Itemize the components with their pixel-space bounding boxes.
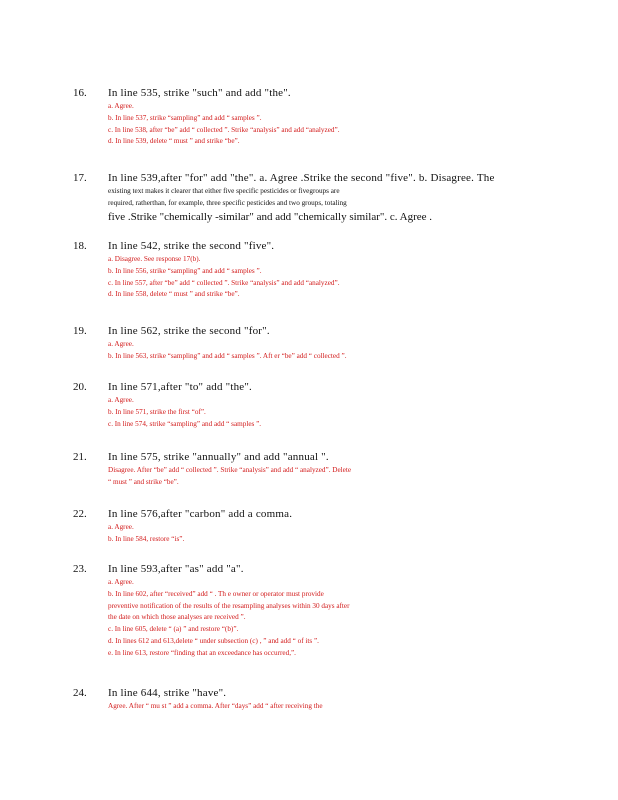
item-instruction: In line 576,after "carbon" add a comma.: [108, 508, 293, 520]
response-line: preventive notification of the results of the resampling analyses within 30 days after: [108, 601, 350, 610]
response-line: Disagree. After “be” add “ collected ”. Strike “analysis” and add “ analyzed”. Delete: [108, 466, 352, 474]
response-line: b. In line 537, strike “sampling” and add “ samples ”.: [108, 113, 262, 122]
item-number: 16.: [73, 87, 87, 99]
item-instruction: In line 571,after "to" add "the".: [108, 381, 252, 393]
response-line: b. In line 602, after “received” add “ . Th e owner or operator must provide: [108, 589, 324, 598]
response-line: the date on which those analyses are received ”.: [108, 613, 246, 622]
response-line: d. In lines 612 and 613,delete “ under subsection (c) , ” and add “ of its ”.: [108, 636, 319, 645]
response-line: b. In line 571, strike the first “of”.: [108, 407, 206, 416]
item-continuation: [108, 186, 540, 224]
item-instruction: In line 593,after "as" add "a".: [108, 563, 244, 575]
item-number: 17.: [73, 172, 87, 184]
response-line: “ must ” and strike “be”.: [108, 477, 179, 486]
response-line: a. Agree.: [108, 102, 134, 110]
continuation-line: five .Strike "chemically -similar" and add "chemically similar". c. Agree .: [108, 210, 433, 223]
response-line: a. Agree.: [108, 578, 134, 586]
item-responses: [108, 522, 540, 546]
item-number: 18.: [73, 240, 87, 252]
item-responses: [108, 465, 540, 489]
item-number: 24.: [73, 687, 87, 699]
item-responses: [108, 101, 540, 148]
item-responses: [108, 395, 540, 430]
response-line: b. In line 556, strike “sampling” and add “ samples ”.: [108, 266, 262, 275]
response-line: d. In line 558, delete “ must ” and strike “be”.: [108, 290, 240, 299]
response-line: c. In line 557, after “be” add “ collected ”. Strike “analysis” and add “analyzed”.: [108, 278, 340, 287]
item-instruction: In line 542, strike the second "five".: [108, 240, 275, 252]
response-line: a. Disagree. See response 17(b).: [108, 255, 201, 263]
response-line: b. In line 563, strike “sampling” and add “ samples ”. Aft er “be” add “ collected ”.: [108, 351, 347, 360]
item-number: 19.: [73, 325, 87, 337]
item-number: 21.: [73, 451, 87, 463]
continuation-line: existing text makes it clearer that either five specific pesticides or fivegroups are: [108, 187, 340, 195]
response-line: a. Agree.: [108, 523, 134, 531]
response-line: c. In line 605, delete “ (a) ” and restore “(b)”.: [108, 625, 239, 634]
item-responses: [108, 701, 540, 713]
response-line: d. In line 539, delete “ must ” and strike “be”.: [108, 137, 240, 146]
response-line: e. In line 613, restore “finding that an exceedance has occurred,”.: [108, 648, 296, 657]
response-line: c. In line 538, after “be” add “ collected ”. Strike “analysis” and add “analyzed”.: [108, 125, 340, 134]
item-instruction: In line 575, strike "annually" and add "annual ".: [108, 451, 329, 463]
response-line: b. In line 584, restore “is”.: [108, 534, 185, 543]
item-number: 22.: [73, 508, 87, 520]
response-line: c. In line 574, strike “sampling” and add “ samples ”.: [108, 419, 262, 428]
item-number: 23.: [73, 563, 87, 575]
item-instruction: In line 535, strike "such" and add "the".: [108, 87, 291, 99]
continuation-line: required, ratherthan, for example, three specific pesticides and two groups, totaling: [108, 198, 347, 207]
item-instruction: In line 562, strike the second "for".: [108, 325, 270, 337]
item-responses: [108, 254, 540, 301]
response-line: Agree. After “ mu st ” add a comma. After “days” add “ after receiving the: [108, 702, 323, 710]
item-instruction: In line 539,after "for" add "the". a. Agree .Strike the second "five". b. Disagree. The: [108, 172, 495, 184]
response-line: a. Agree.: [108, 396, 134, 404]
item-instruction: In line 644, strike "have".: [108, 687, 227, 699]
item-responses: [108, 339, 540, 363]
response-line: a. Agree.: [108, 340, 134, 348]
item-number: 20.: [73, 381, 87, 393]
item-responses: [108, 577, 540, 660]
